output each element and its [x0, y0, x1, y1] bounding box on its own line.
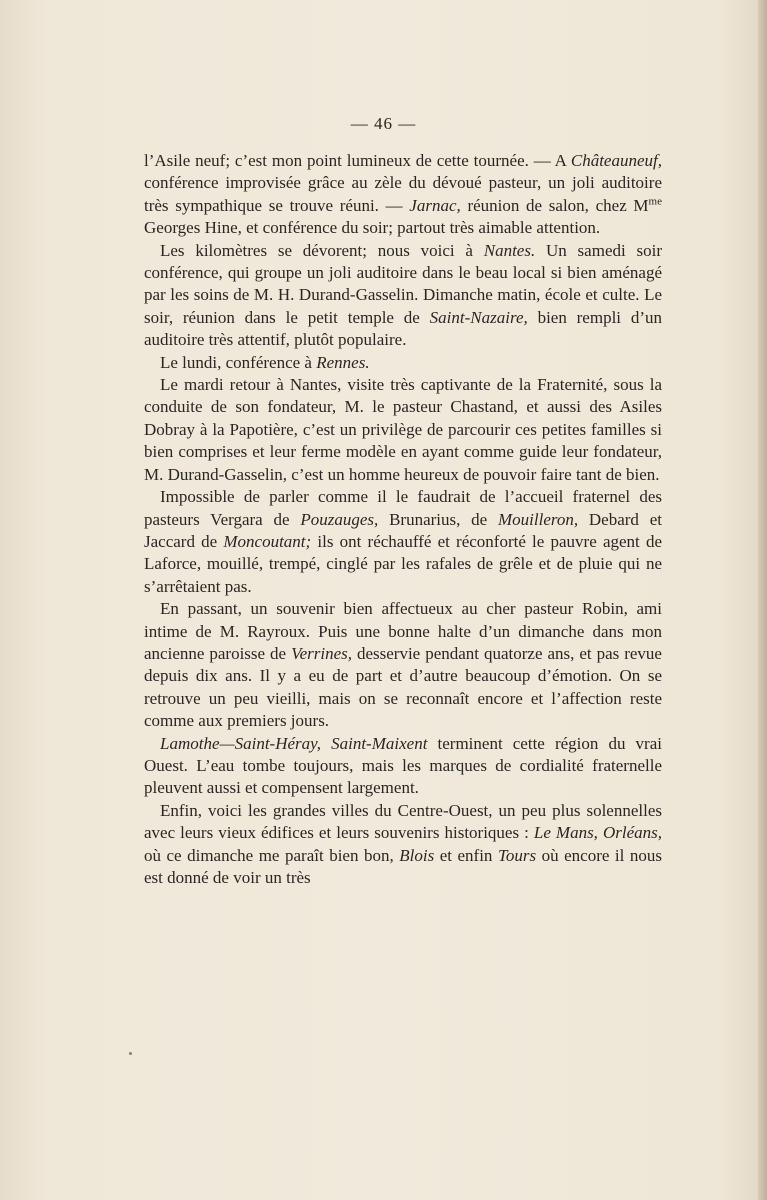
text-run: où encore il nous est donné de voir un très — [144, 845, 663, 887]
italic-place-name: Pouzauges, — [300, 509, 379, 529]
text-run: Un samedi soir conférence, qui groupe un joli auditoire dans le beau local si bien aménagé par les soins de M. H. Durand-Gasselin. Dimanche matin, école et culte. Le soir, réunion dans le petit temple de — [144, 240, 662, 327]
paragraph — [144, 800, 662, 890]
text-run: Brunarius, de — [378, 509, 498, 529]
text-run: l’Asile neuf; c’est mon point lumineux de cette tournée. — A — [144, 151, 571, 170]
italic-place-name: Rennes. — [316, 352, 370, 372]
italic-place-name: Blois — [399, 845, 435, 865]
paragraph — [144, 374, 662, 486]
text-run: desservie pendant quatorze ans, et pas revue depuis dix ans. Il y a eu de part et d’autre beaucoup d’émotion. On se retrouve un peu vieilli, mais on se reconnaît encore et l’affection reste comme aux premiers jours. — [144, 643, 662, 731]
paragraph — [144, 150, 662, 240]
italic-place-name: Jarnac, — [409, 195, 461, 215]
page-number: — 46 — — [350, 114, 417, 133]
italic-place-name: Mouilleron, — [497, 509, 579, 529]
italic-place-name: Moncoutant; — [223, 531, 312, 551]
text-run: Georges Hine, et conférence du soir; partout très aimable attention. — [144, 218, 601, 238]
italic-place-name: Tours — [497, 845, 537, 865]
text-run: Le mardi retour à Nantes, visite très captivante de la Fraternité, sous la conduite de son fondateur, M. le pasteur Chastand, et aussi des Asiles Dobray à la Papotière, c’est un privilège de parcourir ces petites familles si bien comprises et leur ferme modèle en ayant comme guide leur fondateur, M. Durand-Gasselin, c’est un homme heureux de pouvoir faire tant de bien. — [144, 375, 662, 484]
body-text — [144, 150, 662, 889]
text-run: bien rempli d’un auditoire très attentif, plutôt populaire. — [144, 307, 663, 350]
italic-place-name: Nantes. — [483, 240, 536, 260]
text-run: conférence improvisée grâce au zèle du dévoué pasteur, un joli auditoire très sympathique se trouve réuni. — — [144, 173, 662, 215]
text-run: et enfin — [434, 845, 498, 865]
paragraph — [144, 598, 662, 732]
text-run: En passant, un souvenir bien affectueux au cher pasteur Robin, ami intime de M. Rayroux. Puis une bonne halte d’un dimanche dans mon ancienne paroisse de — [144, 599, 662, 663]
italic-place-name: Saint-Nazaire, — [429, 307, 528, 327]
italic-place-name: Verrines, — [291, 643, 352, 663]
superscript: me — [648, 195, 662, 208]
text-run: Impossible de parler comme il le faudrait de l’accueil fraternel des pasteurs Vergara de — [144, 487, 662, 529]
paper-speck — [129, 1052, 132, 1055]
text-run: Les kilomètres se dévorent; nous voici à — [160, 240, 484, 260]
text-run: Le lundi, conférence à — [160, 352, 317, 372]
text-run: terminent cette région du vrai Ouest. L’eau tombe toujours, mais les marques de cordialité fraternelle pleuvent aussi et compensent largement. — [144, 733, 662, 798]
text-run: ils ont réchauffé et réconforté le pauvre agent de Laforce, mouillé, trempé, cinglé par les rafales de grêle et de pluie qui ne s’arrêtaient pas. — [144, 531, 662, 596]
text-run: réunion de salon, chez M — [460, 195, 649, 215]
text-run: Enfin, voici les grandes villes du Centre-Ouest, un peu plus solennelles avec leurs vieux édifices et leurs souvenirs historiques : — [144, 800, 662, 843]
italic-place-name: Châteauneuf, — [570, 151, 662, 170]
paragraph — [144, 733, 662, 800]
paragraph — [144, 240, 662, 352]
paragraph — [144, 486, 662, 598]
text-run: où ce dimanche me paraît bien bon, — [144, 845, 400, 865]
page-edge — [758, 0, 767, 1200]
italic-place-name: Le Mans, Orléans, — [533, 823, 662, 843]
paragraph — [144, 352, 662, 374]
italic-place-name: Lamothe—Saint-Héray, Saint-Maixent — [160, 733, 428, 753]
text-run: Debard et Jaccard de — [144, 509, 662, 551]
